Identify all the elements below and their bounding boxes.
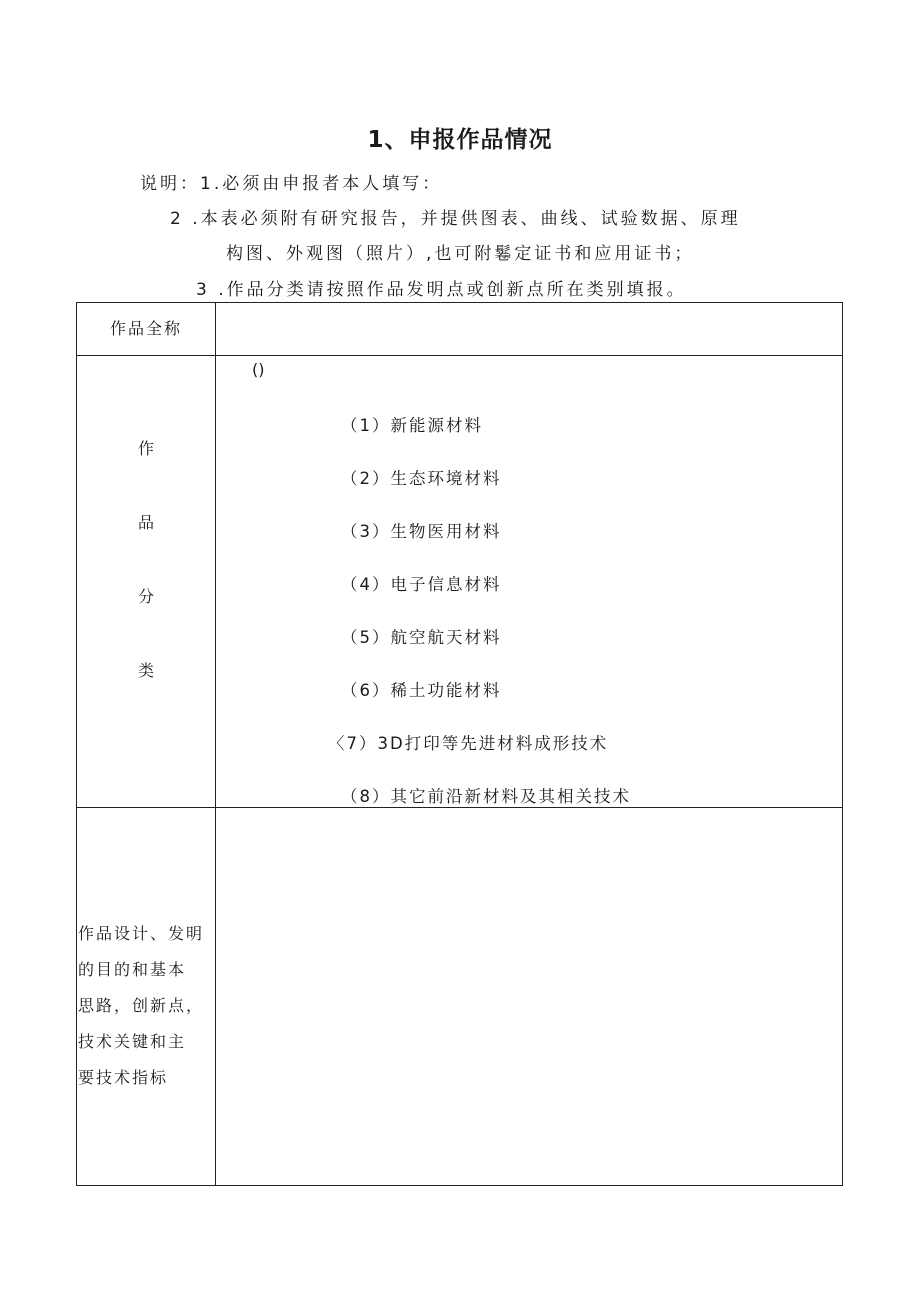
design-row — [77, 808, 843, 1186]
category-option-5: （5）航空航天材料 — [341, 628, 502, 647]
instruction-line-1: 说明：1.必须由申报者本人填写： — [140, 174, 443, 194]
full-name-row — [77, 303, 843, 356]
page-title: 1、申报作品情况 — [367, 127, 553, 153]
instruction-line-4: 3 .作品分类请按照作品发明点或创新点所在类别填报。 — [196, 280, 687, 300]
design-label — [78, 916, 214, 1096]
application-form-table — [76, 302, 843, 1186]
category-option-6: （6）稀土功能材料 — [341, 681, 502, 700]
design-label-line-3: 思路，创新点， — [78, 996, 205, 1015]
instruction-line-3: 构图、外观图（照片）,也可附鬈定证书和应用证书； — [226, 244, 695, 264]
category-label-cell — [77, 356, 216, 808]
full-name-field[interactable] — [216, 303, 843, 356]
category-label-char-4: 类 — [137, 661, 154, 680]
category-label-char-1: 作 — [137, 439, 154, 458]
instruction-line-2: 2 .本表必须附有研究报告，并提供图表、曲线、试验数据、原理 — [170, 209, 741, 229]
category-option-1: （1）新能源材料 — [341, 416, 483, 435]
design-label-line-4: 技术关键和主 — [78, 1032, 187, 1051]
category-option-2: （2）生态环境材料 — [341, 469, 502, 488]
category-label-char-2: 品 — [137, 513, 154, 532]
category-option-3: （3）生物医用材料 — [341, 522, 502, 541]
full-name-label-cell — [77, 303, 216, 356]
category-option-8: （8）其它前沿新材料及其相关技术 — [341, 787, 631, 806]
design-label-cell — [77, 808, 216, 1186]
category-row — [77, 356, 843, 808]
full-name-label: 作品全称 — [109, 319, 182, 338]
category-options-cell — [216, 356, 843, 808]
category-option-7: 〈7）3D打印等先进材料成形技术 — [328, 734, 609, 753]
design-description-field[interactable] — [216, 808, 843, 1186]
category-selection-field[interactable]: () — [252, 360, 265, 379]
category-label-char-3: 分 — [137, 587, 154, 606]
design-label-line-5: 要技术指标 — [78, 1068, 169, 1087]
category-option-4: （4）电子信息材料 — [341, 575, 502, 594]
design-label-line-2: 的目的和基本 — [78, 960, 187, 979]
design-label-line-1: 作品设计、发明 — [78, 924, 205, 943]
